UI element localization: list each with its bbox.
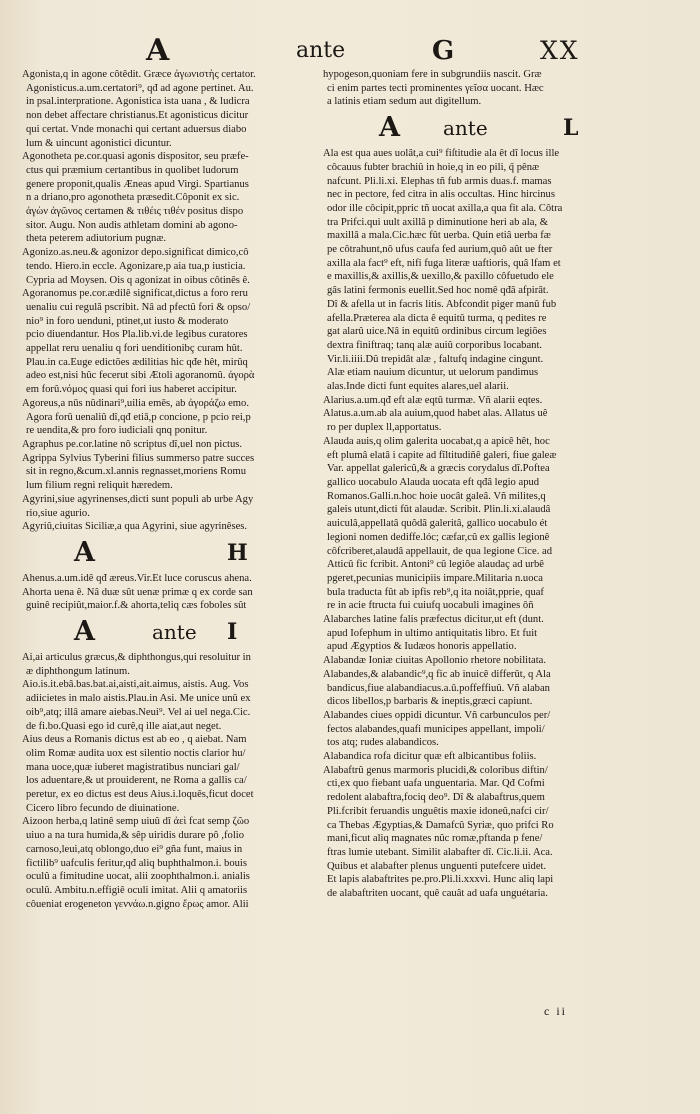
running-head-letter: A [146,33,170,68]
entry-line: ftras lumie utebant. Similit alabafter dî. Cic.li.ii. Aca. [327,846,553,858]
dictionary-entry [323,668,615,709]
signature-mark: c ii [544,1004,567,1018]
entry-line: odor ille côcipit,ppric tñ uocat axilla,a qua fit ala. Côtra [327,202,563,214]
entry-line: Agora forû uenaliû dî,qđ etiā,p concione, p pcio rei,p [26,411,251,423]
entry-line: Alatus.a.um.ab ala auium,quod habet alas. Allatus uê [323,408,548,420]
dictionary-entry [323,407,615,434]
dictionary-entry [323,435,615,613]
entry-line: nec in pectore, fed citra in alis occultas. Hinc hircinus [327,189,555,201]
entry-line: em forû.νόμος quasi qui fori ius haberet accipitur. [26,384,237,396]
entry-line: nio⁹ in foro uenduni, ptinet,ut iusto & moderato [26,315,229,327]
entry-line: guinê recipiût,maior.f.& ahorta,teliq cæs foboles sût [26,600,247,612]
entry-line: Aius deus a Romanis dictus est ab eo , q aiebat. Nam [22,734,247,746]
entry-line: Alæ etiam nauium dicuntur, ut uelorum pandimus [327,367,539,379]
dictionary-entry [323,750,615,764]
dictionary-entry [22,452,314,493]
entry-line: apud Ægyptios & Iudæos honoris appellatio. [327,641,517,653]
entry-line: de alabaftriten uocant, quê cauât ad uafa unguétaria. [327,888,548,900]
entry-line: Alabandica rofa dicitur quæ eft albicantibus foliis. [323,751,537,763]
entry-line: re uendita,& pro foro iudiciali qnq ponitur. [26,425,208,437]
entry-line: Plau.in ca.Euge edictões ædilitias hic qđe hêt, mirûq [26,356,248,368]
entry-line: Agyrini,siue agyrinenses,dicti sunt populi ab urbe Agy [22,493,254,505]
entry-line: Pli.fcribit feruandis unguêtis maxie idoneû,nafci cir/ [327,805,549,817]
entry-line: n a driano,pro agonotheta præsedit.Côponit ex sic. [26,192,240,204]
entry-line: gallico uocabulo Alauda uocata eft qđâ legio apud [327,476,540,488]
entry-line: Agoreus,a nūs nûdinari⁹,uilia emēs, ab ἀγοράζω emo. [22,397,249,409]
entry-line: pcio diuendantur. Hos Pla.lib.vi.de legibus curatores [26,329,248,341]
dictionary-entry [22,493,314,520]
entry-line: sit in regno,&cum.xl.annis regnasset,moriens Romu [26,466,247,478]
dictionary-entry [22,520,314,534]
entry-line: dicos libellos,p barbaris & ineptis,græci capiunt. [327,696,533,708]
entry-line: gat alarû uice.Nâ in equitû ordinibus circum legiões [327,326,547,338]
entry-line: uiuo a na tura humida,& sêp uiridis durare pô ,folio [26,830,245,842]
section-heading [323,113,615,145]
entry-line: Et lapis alabaftrites pe.pro.Pli.li.xxxvi. Hunc aliq lapi [327,874,554,886]
entry-line: olim Romæ audita uox est silentio noctis clarior hu/ [26,747,246,759]
entry-line: Agyriû,ciuitas Siciliæ,a qua Agyrini, siue agyrinêses. [22,521,248,533]
entry-line: gâs latini fermonis euellit.Sed hoc nomê qđâ afpirât. [327,285,549,297]
entry-line: adiicietes in malo aistis.Plau.in Asi. Me unice unû ex [26,693,251,705]
entry-line: uenaliu cui regulă pscribit. Nâ ad pfectû fori & opso/ [26,301,251,313]
entry-line: redolent alabaftra,fociq deo⁹. Dî & alabaftrus,quem [327,792,545,804]
entry-line: dextra finiftraq; tanq alæ auiû corporibus locabant. [327,339,543,351]
entry-line: fectos alabandes,quafi municipes appellant, impoli/ [327,723,545,735]
entry-line: Dî & afella ut in facris litis. Abfcondit piger manû fub [327,298,557,310]
entry-line: Aizoon herba,q latinê semp uiuû dî ἀεὶ fcat semp ζῶο [22,816,250,828]
entry-line: non debet affectare christianus.Et agonisticus dicitur [26,110,249,122]
entry-line: oculû. Ambitu.n.effigiê oculi imitat. Alii q amatoriis [26,884,248,896]
entry-line: Alabandes ciues oppidi dicuntur. Vñ carbunculos per/ [323,709,551,721]
entry-line: Alabaftrû genus marmoris plucidi,& coloribus diftin/ [323,764,548,776]
entry-line: Alauda auis,q olim galerita uocabat,q a apicê hêt, hoc [323,435,550,447]
entry-line: Agonizo.as.neu.& agonizor depo.significat dimico,cô [22,247,249,259]
entry-line: apud Iofephum in ultimo antiquitatis libro. Et fuit [327,627,538,639]
entry-line: Aio.is.it.ebâ.bas.bat.ai,aisti,ait.aimus, aistis. Aug. Vos [22,679,249,691]
dictionary-entry [22,815,314,911]
entry-line: a latinis etiam sedum aut digitellum. [327,96,482,108]
section-heading-second-letter: L [563,115,579,142]
entry-line: eft plumâ elatâ i capite ad fîltitudiñê galeri, fiue galeæ [327,449,557,461]
section-heading-letter: A [379,112,400,144]
entry-line: Alarius.a.um.qđ eft alæ eqtû turmæ. Vñ alarii eqtes. [323,394,543,406]
entry-line: auiculâ,appellatâ quôdâ galeritâ, gallico uocabulo ét [327,518,548,530]
dictionary-entry [323,654,615,668]
entry-line: bandicus,fiue alabandiacus.a.û.poffeffiuû. Vñ alaban [327,682,550,694]
entry-line: hypogeson,quoniam fere in subgrundiis nascit. Græ [323,69,542,80]
entry-line: tra Prifci.qui uult axillâ p diminutione heri ab ala, & [327,216,548,228]
entry-line: qui certat. Vnde monachi qui certant aduersus diabo [26,123,247,135]
dictionary-entry [22,586,314,613]
entry-line: axilla ala fact⁹ eft, nifi fuga literæ uaftioris, quâ lfam et [327,257,561,269]
entry-line: Agonista,q in agone côtêdit. Græce ἀγωνιστὴς certator. [22,69,256,80]
entry-line: adeo est,nisi hûc fecerut sibi Ætoli agoranomû. ἀγορὰ [26,370,255,382]
entry-line: Ai,ai articulus græcus,& diphthongus,qui resoluitur in [22,652,251,664]
entry-line: los aduentare,& ut prouiderent, ne Roma a gallis ca/ [26,775,247,787]
entry-line: afella.Præterea ala dicta ê equitû turma, q pedites re [327,312,547,324]
entry-line: Vir.li.iiii.Dû trepidât alæ , faltufq indagine cingunt. [327,353,544,365]
entry-line: Atticû fic fcribit. Antoni⁹ cû legiôe alaudaç ad urbê [327,559,544,571]
dictionary-entry [323,613,615,654]
folio-number: XX [540,36,580,65]
entry-line: Ahenus.a.um.idê qđ æreus.Vir.Et luce coruscus ahena. [22,572,252,584]
entry-line: Var. appellat galericû,& a græcis corydalus dî.Poftea [327,463,550,475]
entry-line: oculû a fimitudine uocat, alii zoophthalmon.i. anialis [26,871,250,883]
entry-line: peretur, ex eo dictus est deus Aius.i.loquês,ficut docet [26,789,254,801]
dictionary-entry [22,651,314,678]
dictionary-entry [323,147,615,394]
entry-line: tendo. Hiero.in eccle. Agonizare,p aia tua,p iusticia. [26,260,246,272]
entry-line: e maxillis,& axillis,& uexillo,& paxillo côfuetudo ele [327,271,554,283]
dictionary-entry [22,287,314,397]
section-heading [22,538,314,570]
entry-line: maxillâ a mala.Cic.hæc fût uerba. Quin etiâ uerba fæ [327,230,551,242]
entry-line: oib⁹,atq; illâ amare aiebas.Neui⁹. Vel ai uel nega.Cic. [26,706,251,718]
dictionary-entry [22,150,314,246]
entry-line: cti,ex quo fiebant uafa unguentaria. Mar. Qđ Cofmi [327,778,545,790]
entry-line: theta peterem adiutorium pugnæ. [26,233,167,245]
entry-line: Alabandes,& alabandic⁹,q fic ab inuicê differût, q Ala [323,668,551,680]
dictionary-entry [22,246,314,287]
entry-line: æ diphthongum latinum. [26,665,130,677]
entry-line: genere proponit,qualis Æneas apud Virgi. Spartianus [26,178,249,190]
entry-line: Cicero libro fecundo de diuinatione. [26,802,180,814]
entry-line: côueniat erogeneton γεννάω.n.gigno ἔρως amor. Alii [26,898,249,910]
entry-line: Agonisticus.a.um.certatori⁹, qđ ad agone pertinet. Au. [26,82,254,94]
running-head-second-letter: G [432,36,455,66]
section-heading-second-letter: I [227,619,238,646]
section-heading-word: ante [152,620,197,645]
entry-line: nafcunt. Pli.li.xi. Elephas tñ fub armis duas.f. mamas [327,175,552,187]
entry-line: côfcriberet,alaudâ appellauit, de qua legione Cice. ad [327,545,553,557]
entry-line: Ala est qua aues uolât,a cui⁹ fiſtitudie ala êt dî locus ille [323,148,560,160]
entry-line: in psal.interpratione. Agonistica ista uana , & ludicra [26,96,250,108]
entry-line: pgeret,pecunias municipiis impare.Militaria n.uoca [327,572,543,584]
entry-line: Ahorta uena ê. Nâ duæ sût uenæ primæ q ex corde san [22,586,253,598]
dictionary-entry [323,709,615,750]
section-heading-letter: A [74,536,95,568]
entry-line: rio,siue agurio. [26,507,90,519]
running-head [0,33,700,70]
entry-line: fictilib⁹ uafculis feritur,qđ aliq buphthalmon.i. bouis [26,857,247,869]
entry-line: Alabarches latine falis præfectus dicitur,ut eft (dunt. [323,614,544,626]
dictionary-entry [22,733,314,815]
entry-line: Agonotheta pe.cor.quasi agonis dispositor, seu præfe- [22,151,249,163]
dictionary-entry [323,394,615,408]
left-column [22,68,314,911]
entry-line: ca Thebas Ægyptias,& Damafcû Syriæ, quo prifci Ro [327,819,554,831]
entry-line: Agrippa Sylvius Tyberini filius summerso patre succes [22,452,255,464]
entry-line: lum filium regni reliquit hæredem. [26,480,173,492]
entry-line: côcauus fubter brachiû in hoie,q in eo pili, q̃ pênæ [327,161,540,173]
entry-line: Agraphus pe.cor.latine nô scriptus dî,uel non pictus. [22,438,243,450]
entry-line: lum & uincunt agonistici dicuntur. [26,137,172,149]
entry-line: ctus qui præmium certantibus in quolibet ludorum [26,164,239,176]
entry-line: alas.Inde dicti funt equites alares,uel alarii. [327,381,509,393]
entry-line: Agoranomus pe.cor.ædilê significat,dictus a foro reru [22,288,248,300]
section-heading-second-letter: H [227,539,248,566]
entry-line: re in acie ftructa fui cuiufq uocabuli imagines ôñ [327,600,534,612]
entry-line: appellat reru uenaliu q fori uenditionibç curam hût. [26,343,243,355]
dictionary-entry [22,572,314,586]
entry-line: de fi.bo.Quasi ego id curê,q ille aiat,aut neget. [26,720,222,732]
section-heading [22,617,314,649]
entry-line: sitor. Augu. Non audis athletam domini ab agono- [26,219,238,231]
right-column [323,68,615,901]
dictionary-entry [22,678,314,733]
entry-line: carnoso,leui,atq oblongo,duo ei⁹ gña funt, maius in [26,843,243,855]
entry-line: Quibus et alabafter plenus unguenti putefcere uidet. [327,860,547,872]
entry-line: bula traducta fût ab ipfis reb⁹,q ita noiât,pprie, quaf [327,586,544,598]
entry-line: ro per duplex ll,apportatus. [327,422,442,434]
dictionary-entry [22,438,314,452]
entry-line: ci enim partes tecti prominentes γεῖσα uocant. Hæc [327,82,544,94]
entry-line: Alabandæ Ioniæ ciuitas Apollonio rhetore nobilitata. [323,655,547,667]
entry-line: Cypria ad Moysen. Ois q agonizat in oibus côtinês ê. [26,274,250,286]
dictionary-entry [323,68,615,109]
dictionary-entry [323,764,615,901]
running-head-word: ante [296,38,346,63]
entry-line: legioni nomen dediffe.lóc; cæfar,cû ex gallis legionê [327,531,550,543]
entry-line: pe côtrahunt,nô ufus caufa fed aurium,quô aût ue fter [327,244,553,256]
entry-line: tos atq; rudes alabandicos. [327,737,439,749]
entry-line: galeis utunt,dicti fût alaudæ. Scribit. Plin.li.xi.alaudâ [327,504,551,516]
entry-line: mana uoce,quæ iuberet magistratibus nunciari gal/ [26,761,240,773]
entry-line: ἀγὼν ἀγῶνος certamen & τιθέις τιθέν positus dispo [26,206,244,218]
section-heading-word: ante [443,116,488,141]
entry-line: Romanos.Galli.n.hoc hoie uocât galeâ. Vñ milites,q [327,490,546,502]
entry-line: mani,ficut aliq magnates nûc romæ,pftanda p fene/ [327,833,543,845]
dictionary-entry [22,397,314,438]
section-heading-letter: A [74,616,95,648]
dictionary-entry [22,68,314,150]
